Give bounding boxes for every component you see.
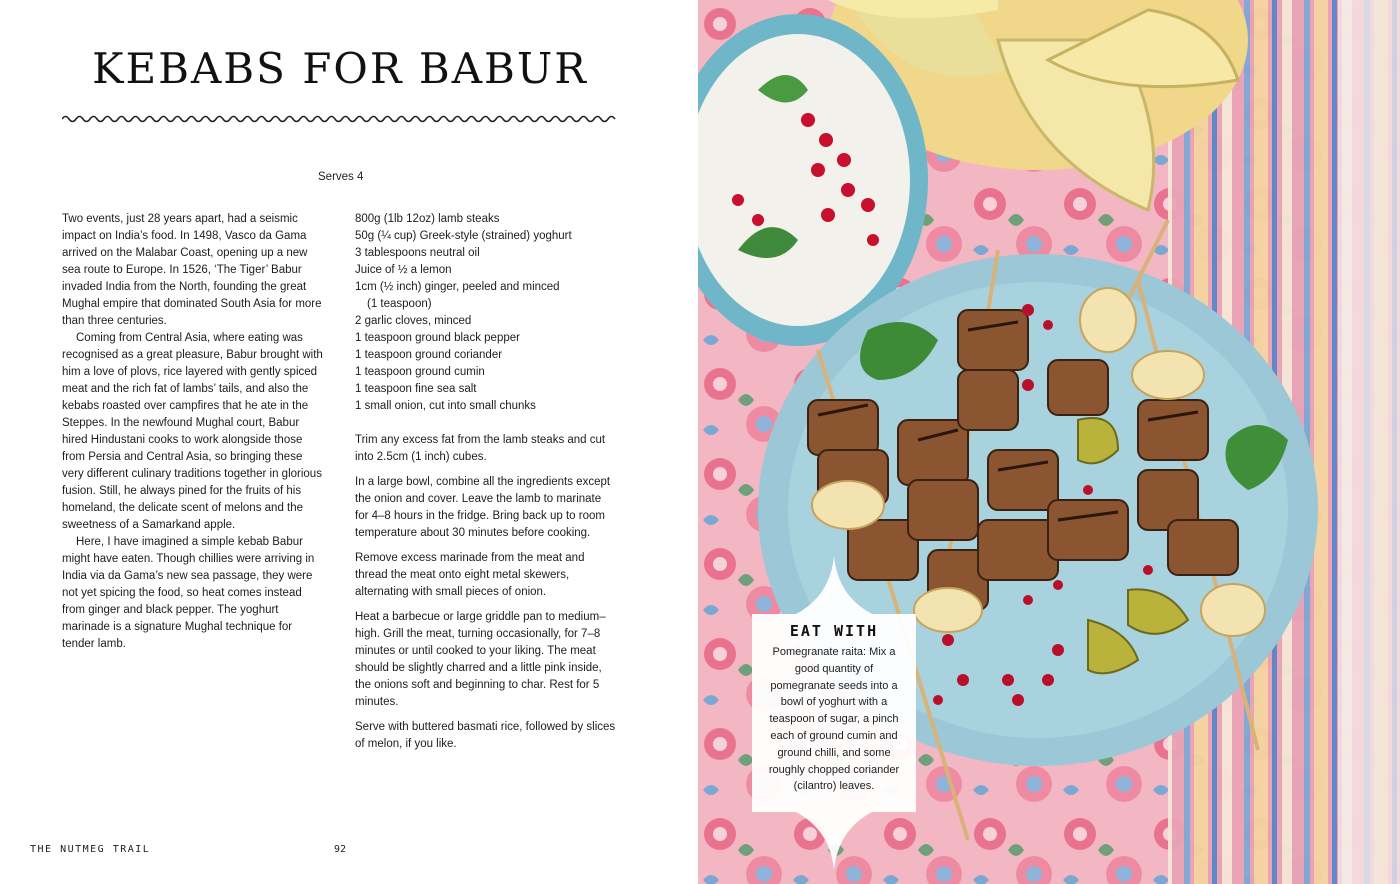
- ingredient-item: 1 teaspoon ground cumin: [355, 366, 485, 378]
- ingredient-item: 1cm (½ inch) ginger, peeled and minced: [355, 281, 560, 293]
- serves-label: Serves 4: [318, 171, 364, 183]
- method-step: In a large bowl, combine all the ingredients except the onion and cover. Leave the lamb to marinate for 4–8 hours in the fridge. Bring back up to room temperature about 30 minutes before cooking.: [355, 476, 611, 539]
- eat-with-card: [752, 556, 916, 870]
- method-step: Serve with buttered basmati rice, followed by slices of melon, if you like.: [355, 721, 616, 750]
- method-step: Remove excess marinade from the meat and thread the meat onto eight metal skewers, alternating with small pieces of onion.: [355, 552, 585, 598]
- ingredient-item: (1 teaspoon): [367, 298, 432, 310]
- eat-with-text: Pomegranate raita: Mix a good quantity of pomegranate seeds into a bowl of yoghurt with a teaspoon of sugar, a pinch each of ground cumin and ground chilli, and some roughly chopped coriander (cilantro) leaves.: [768, 646, 900, 793]
- eat-with-title: EAT WITH: [789, 622, 879, 640]
- ingredient-item: 1 teaspoon fine sea salt: [355, 383, 477, 395]
- ingredient-item: 2 garlic cloves, minced: [355, 315, 472, 327]
- intro-paragraph: Coming from Central Asia, where eating was recognised as a great pleasure, Babur brought with him a love of plovs, rice layered with gently spiced meat and the rich fat of lambs’ tails, and also the kebabs roasted over campfires that he ate in the Steppes. In the newfound Mughal court, Babur hired Hindustani cooks to work alongside those from Persia and Central Asia, so bringing these very different culinary traditions together in glorious fusion. Still, he always pined for the fruits of his homeland, the delicate scent of melons and the sweetness of a Samarkand apple.: [62, 332, 323, 531]
- ingredient-item: 800g (1lb 12oz) lamb steaks: [355, 213, 500, 225]
- intro-paragraph: Two events, just 28 years apart, had a seismic impact on India’s food. In 1498, Vasco da Gama arrived on the Malabar Coast, opening up a new sea route to Europe. In 1526, ‘The Tiger’ Babur invaded India from the North, founding the great Mughal empire that dominated South Asia for more than three centuries.: [62, 213, 322, 327]
- intro-text: [62, 211, 324, 653]
- ingredient-item: Juice of ½ a lemon: [355, 264, 452, 276]
- book-title-footer: THE NUTMEG TRAIL: [30, 844, 151, 855]
- ingredient-item: 3 tablespoons neutral oil: [355, 247, 480, 259]
- ingredient-item: 1 teaspoon ground black pepper: [355, 332, 520, 344]
- recipe-page: [0, 0, 698, 884]
- ingredient-item: 50g (¼ cup) Greek-style (strained) yoghurt: [355, 230, 572, 242]
- recipe-title: KEBABS FOR BABUR: [92, 44, 588, 93]
- page-number: 92: [334, 844, 347, 855]
- ingredient-item: 1 small onion, cut into small chunks: [355, 400, 536, 412]
- ingredients-list: [355, 211, 617, 415]
- ingredient-item: 1 teaspoon ground coriander: [355, 349, 503, 361]
- method-step: Trim any excess fat from the lamb steaks and cut into 2.5cm (1 inch) cubes.: [355, 434, 606, 463]
- intro-paragraph: Here, I have imagined a simple kebab Babur might have eaten. Though chillies were arriving in India via da Gama’s new sea passage, they were not yet spicing the food, so heat comes instead from ginger and black pepper. The yoghurt marinade is a signature Mughal technique for tender lamb.: [62, 536, 315, 650]
- method-steps: [355, 432, 617, 761]
- decorative-divider: [62, 112, 618, 126]
- method-step: Heat a barbecue or large griddle pan to medium–high. Grill the meat, turning occasionally, for 7–8 minutes or until cooked to your liking. The meat should be slightly charred and a little pink inside, the onions soft and beginning to char. Rest for 5 minutes.: [355, 611, 606, 708]
